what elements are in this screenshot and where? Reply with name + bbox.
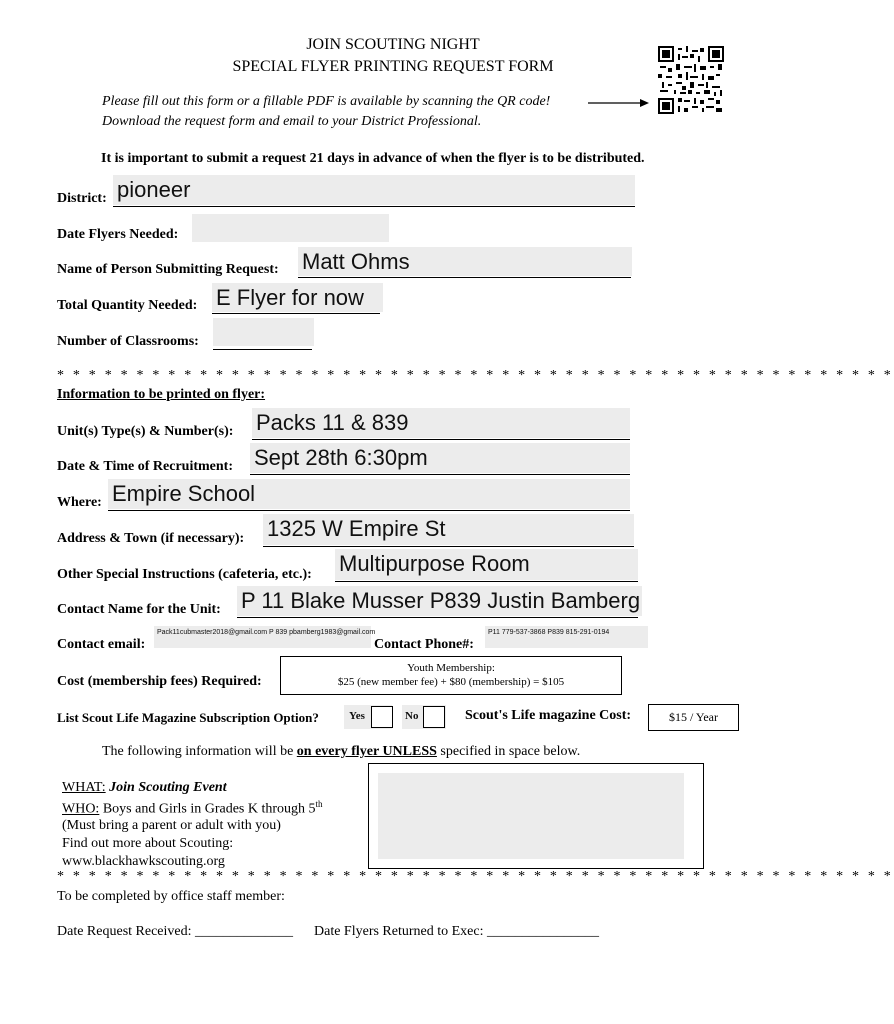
magazine-no-label: No	[405, 710, 419, 722]
website-line: www.blackhawkscouting.org	[62, 854, 225, 869]
classrooms-field[interactable]	[213, 318, 314, 346]
district-field[interactable]: pioneer	[113, 175, 635, 205]
contact-email-label: Contact email:	[57, 637, 146, 652]
datetime-field[interactable]: Sept 28th 6:30pm	[250, 443, 630, 473]
unit-field[interactable]: Packs 11 & 839	[252, 408, 630, 438]
magazine-yes-checkbox[interactable]	[371, 706, 393, 728]
magazine-no-checkbox[interactable]	[423, 706, 445, 728]
qr-note-line2: Download the request form and email to your District Professional.	[102, 114, 482, 129]
magazine-yes-group	[344, 705, 392, 729]
total-quantity-label: Total Quantity Needed:	[57, 298, 198, 313]
what-line: WHAT: Join Scouting Event	[62, 780, 227, 795]
contact-phone-field[interactable]: P11 779-537-3868 P839 815-291-0194	[485, 626, 648, 648]
magazine-cost-value: $15 / Year	[668, 710, 718, 724]
address-label: Address & Town (if necessary):	[57, 531, 245, 546]
cost-line2: $25 (new member fee) + $80 (membership) = $105	[337, 676, 565, 688]
form-title-line2: SPECIAL FLYER PRINTING REQUEST FORM	[232, 58, 554, 75]
who-line: WHO: Boys and Girls in Grades K through 5th	[62, 799, 323, 817]
magazine-cost-label: Scout's Life magazine Cost:	[465, 708, 632, 723]
address-field[interactable]: 1325 W Empire St	[263, 514, 634, 545]
contact-email-field[interactable]: Pack11cubmaster2018@gmail.com P 839 pbamberg1983@gmail.com	[154, 626, 371, 648]
cost-label: Cost (membership fees) Required:	[57, 674, 262, 689]
cost-box	[280, 656, 622, 695]
total-quantity-field[interactable]: E Flyer for now	[212, 283, 383, 312]
special-instructions-label: Other Special Instructions (cafeteria, etc.):	[57, 567, 312, 582]
date-flyers-needed-field[interactable]	[192, 214, 389, 242]
district-label: District:	[57, 191, 107, 206]
separator-2: * * * * * * * * * * * * * * * * * * * * * * * * * * * * * * * * * * * * * * * * * * * * * * * * * * * * *	[57, 869, 894, 884]
form-title-line1: JOIN SCOUTING NIGHT	[306, 36, 480, 53]
contact-name-field[interactable]: P 11 Blake Musser P839 Justin Bamberg	[237, 586, 642, 616]
magazine-yes-label: Yes	[349, 710, 365, 722]
info-heading: Information to be printed on flyer:	[57, 387, 266, 402]
contact-name-underline	[237, 616, 638, 618]
district-underline	[113, 205, 635, 207]
contact-phone-label: Contact Phone#:	[374, 637, 474, 652]
advance-notice: It is important to submit a request 21 days in advance of when the flyer is to be distributed.	[101, 151, 645, 166]
where-underline	[108, 509, 630, 511]
date-flyers-returned: Date Flyers Returned to Exec: ________________	[314, 924, 600, 939]
contact-name-label: Contact Name for the Unit:	[57, 602, 221, 617]
classrooms-label: Number of Classrooms:	[57, 334, 199, 349]
name-submitting-label: Name of Person Submitting Request:	[57, 262, 279, 277]
where-field[interactable]: Empire School	[108, 479, 630, 509]
date-flyers-needed-label: Date Flyers Needed:	[57, 227, 179, 242]
magazine-no-group	[402, 705, 446, 729]
unit-label: Unit(s) Type(s) & Number(s):	[57, 424, 234, 439]
every-flyer-note: The following information will be on every flyer UNLESS specified in space below.	[102, 744, 581, 759]
total-quantity-underline	[212, 312, 380, 314]
classrooms-underline	[213, 348, 312, 350]
datetime-label: Date & Time of Recruitment:	[57, 459, 233, 474]
special-notes-field[interactable]	[378, 773, 684, 859]
special-instructions-underline	[335, 580, 638, 582]
qr-note-line1: Please fill out this form or a fillable PDF is available by scanning the QR code!	[102, 94, 551, 109]
magazine-label: List Scout Life Magazine Subscription Option?	[57, 710, 319, 725]
datetime-underline	[250, 473, 630, 475]
unit-underline	[252, 438, 630, 440]
separator-1: * * * * * * * * * * * * * * * * * * * * * * * * * * * * * * * * * * * * * * * * * * * * * * * * * * * * *	[57, 368, 894, 383]
date-request-received: Date Request Received: ______________	[57, 924, 294, 939]
name-submitting-underline	[298, 276, 631, 278]
office-heading: To be completed by office staff member:	[57, 889, 285, 904]
arrow-right-icon	[588, 97, 650, 109]
special-instructions-field[interactable]: Multipurpose Room	[335, 549, 638, 580]
address-underline	[263, 545, 634, 547]
what-line3: (Must bring a parent or adult with you)	[62, 818, 281, 833]
qr-code-icon	[658, 46, 724, 114]
special-notes-box	[368, 763, 704, 869]
name-submitting-field[interactable]: Matt Ohms	[298, 247, 632, 276]
what-line4: Find out more about Scouting:	[62, 836, 234, 851]
magazine-cost-box	[648, 704, 739, 731]
cost-line1: Youth Membership:	[407, 662, 495, 674]
where-label: Where:	[57, 495, 102, 510]
